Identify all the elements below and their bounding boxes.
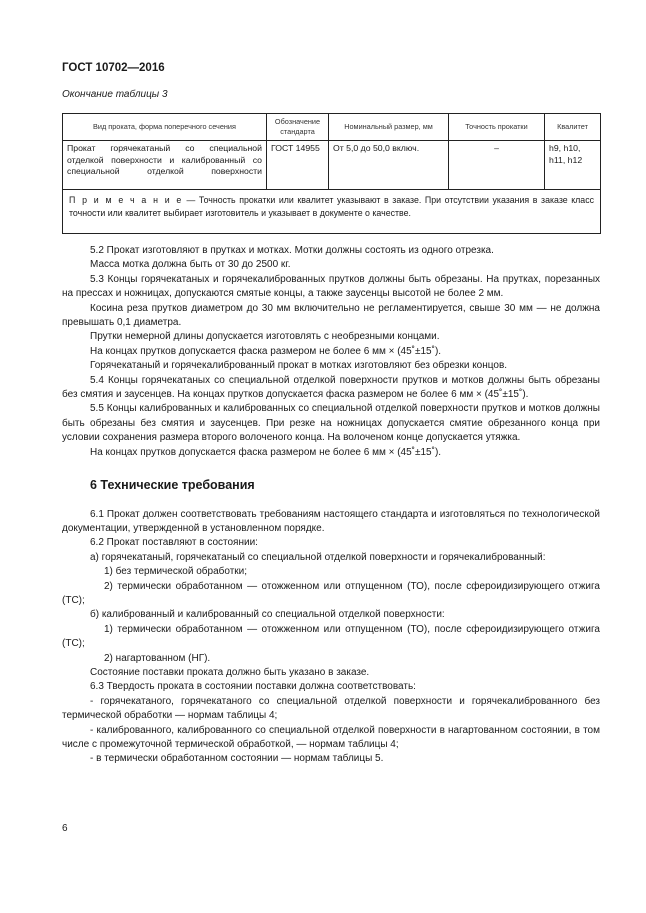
list-item: 2) термически обработанном — отожженном или отпущенном (ТО), после сфероидизирующего отжига (ТС); [62, 580, 600, 606]
note-label: П р и м е ч а н и е [69, 195, 183, 205]
table-caption: Окончание таблицы 3 [62, 89, 168, 100]
header-cell: Обозначение стандарта [267, 114, 329, 141]
list-item: 2) нагартованном (НГ). [104, 652, 211, 664]
cell-accuracy: – [449, 141, 545, 190]
paragraph: Состояние поставки проката должно быть указано в заказе. [90, 666, 370, 678]
cell-size: От 5,0 до 50,0 включ. [329, 141, 449, 190]
header-cell: Номинальный размер, мм [329, 114, 449, 141]
table-row [63, 141, 601, 190]
table-note-row [63, 190, 601, 234]
paragraph: Косина реза прутков диаметром до 30 мм включительно не регламентируется, свыше 30 мм — не должна превышать 0,1 диаметра. [62, 302, 600, 329]
section-title: 6 Технические требования [90, 478, 255, 493]
document-id: ГОСТ 10702—2016 [62, 62, 165, 74]
table-note [63, 190, 601, 234]
paragraph: 5.4 Концы горячекатаных со специальной отделкой поверхности прутков и мотков должны быть обрезаны без смятия и заусенцев. На концах прутков допускается фаска размером не более 6 мм × (45˚±15˚). [62, 374, 600, 401]
list-item: - калиброванного, калиброванного со специальной отделкой поверхности в нагартованном состоянии, в том числе с промежуточной термической обработкой, — нормам таблицы 4; [62, 724, 600, 750]
page-number: 6 [62, 823, 68, 834]
paragraph: 6.3 Твердость проката в состоянии поставки должна соответствовать: [90, 681, 416, 693]
cell-kind: Прокат горячекатаный со специальной отделкой поверхности и калиброванный со специальной отделкой поверхности [63, 141, 267, 190]
table-3 [62, 113, 601, 234]
paragraph: 5.5 Концы калиброванных и калиброванных со специальной отделкой поверхности прутков и мотков должны быть обрезаны без смятия и заусенцев. При резке на ножницах допускается смятие обрезанного конца при условии сохранения размера второго волоченого конца. На волоченом конце допускается утяжка. [62, 403, 600, 444]
note-text: — Точность прокатки или квалитет указывают в заказе. При отсутствии указания в заказе класс точности или квалитет выбирает изготовитель и указывает в документе о качестве. [69, 195, 595, 218]
paragraph: 5.3 Концы горячекатаных и горячекалиброванных прутков должны быть обрезаны. На прутках, порезанных на прессах и ножницах, допускаются смятые концы, а также заусенцы высотой не более 2 мм. [62, 273, 600, 300]
list-item: 1) термически обработанном — отожженном или отпущенном (ТО), после сфероидизирующего отжига (ТС); [62, 623, 600, 650]
list-item: б) калиброванный и калиброванный со специальной отделкой поверхности: [90, 609, 445, 621]
paragraph: 5.2 Прокат изготовляют в прутках и мотках. Мотки должны состоять из одного отрезка. [90, 245, 494, 256]
paragraph: 6.2 Прокат поставляют в состоянии: [90, 537, 258, 549]
paragraph: Масса мотка должна быть от 30 до 2500 кг. [90, 259, 291, 271]
paragraph: 6.1 Прокат должен соответствовать требованиям настоящего стандарта и изготовляться по технологической документации, утвержденной в установленном порядке. [62, 508, 600, 534]
header-cell: Квалитет [545, 114, 601, 141]
list-item: а) горячекатаный, горячекатаный со специальной отделкой поверхности и горячекалиброванный: [90, 551, 546, 563]
document-body [62, 244, 600, 767]
paragraph: Прутки немерной длины допускается изготовлять с необрезными концами. [90, 331, 440, 343]
table-header-row [63, 114, 601, 141]
paragraph: На концах прутков допускается фаска размером не более 6 мм × (45˚±15˚). [90, 446, 442, 458]
cell-standard: ГОСТ 14955 [267, 141, 329, 190]
header-cell: Вид проката, форма поперечного сечения [63, 114, 267, 141]
cell-quality: h9, h10, h11, h12 [545, 141, 601, 190]
paragraph: Горячекатаный и горячекалиброванный прокат в мотках изготовляют без обрезки концов. [90, 360, 508, 372]
list-item: - в термически обработанном состоянии — нормам таблицы 5. [90, 753, 384, 765]
list-item: - горячекатаного, горячекатаного со специальной отделкой поверхности и горячекалиброванного без термической обработки — нормам таблицы 4; [62, 695, 600, 722]
header-cell: Точность прокатки [449, 114, 545, 141]
list-item: 1) без термической обработки; [104, 566, 248, 578]
paragraph: На концах прутков допускается фаска размером не более 6 мм × (45˚±15˚). [90, 345, 442, 357]
